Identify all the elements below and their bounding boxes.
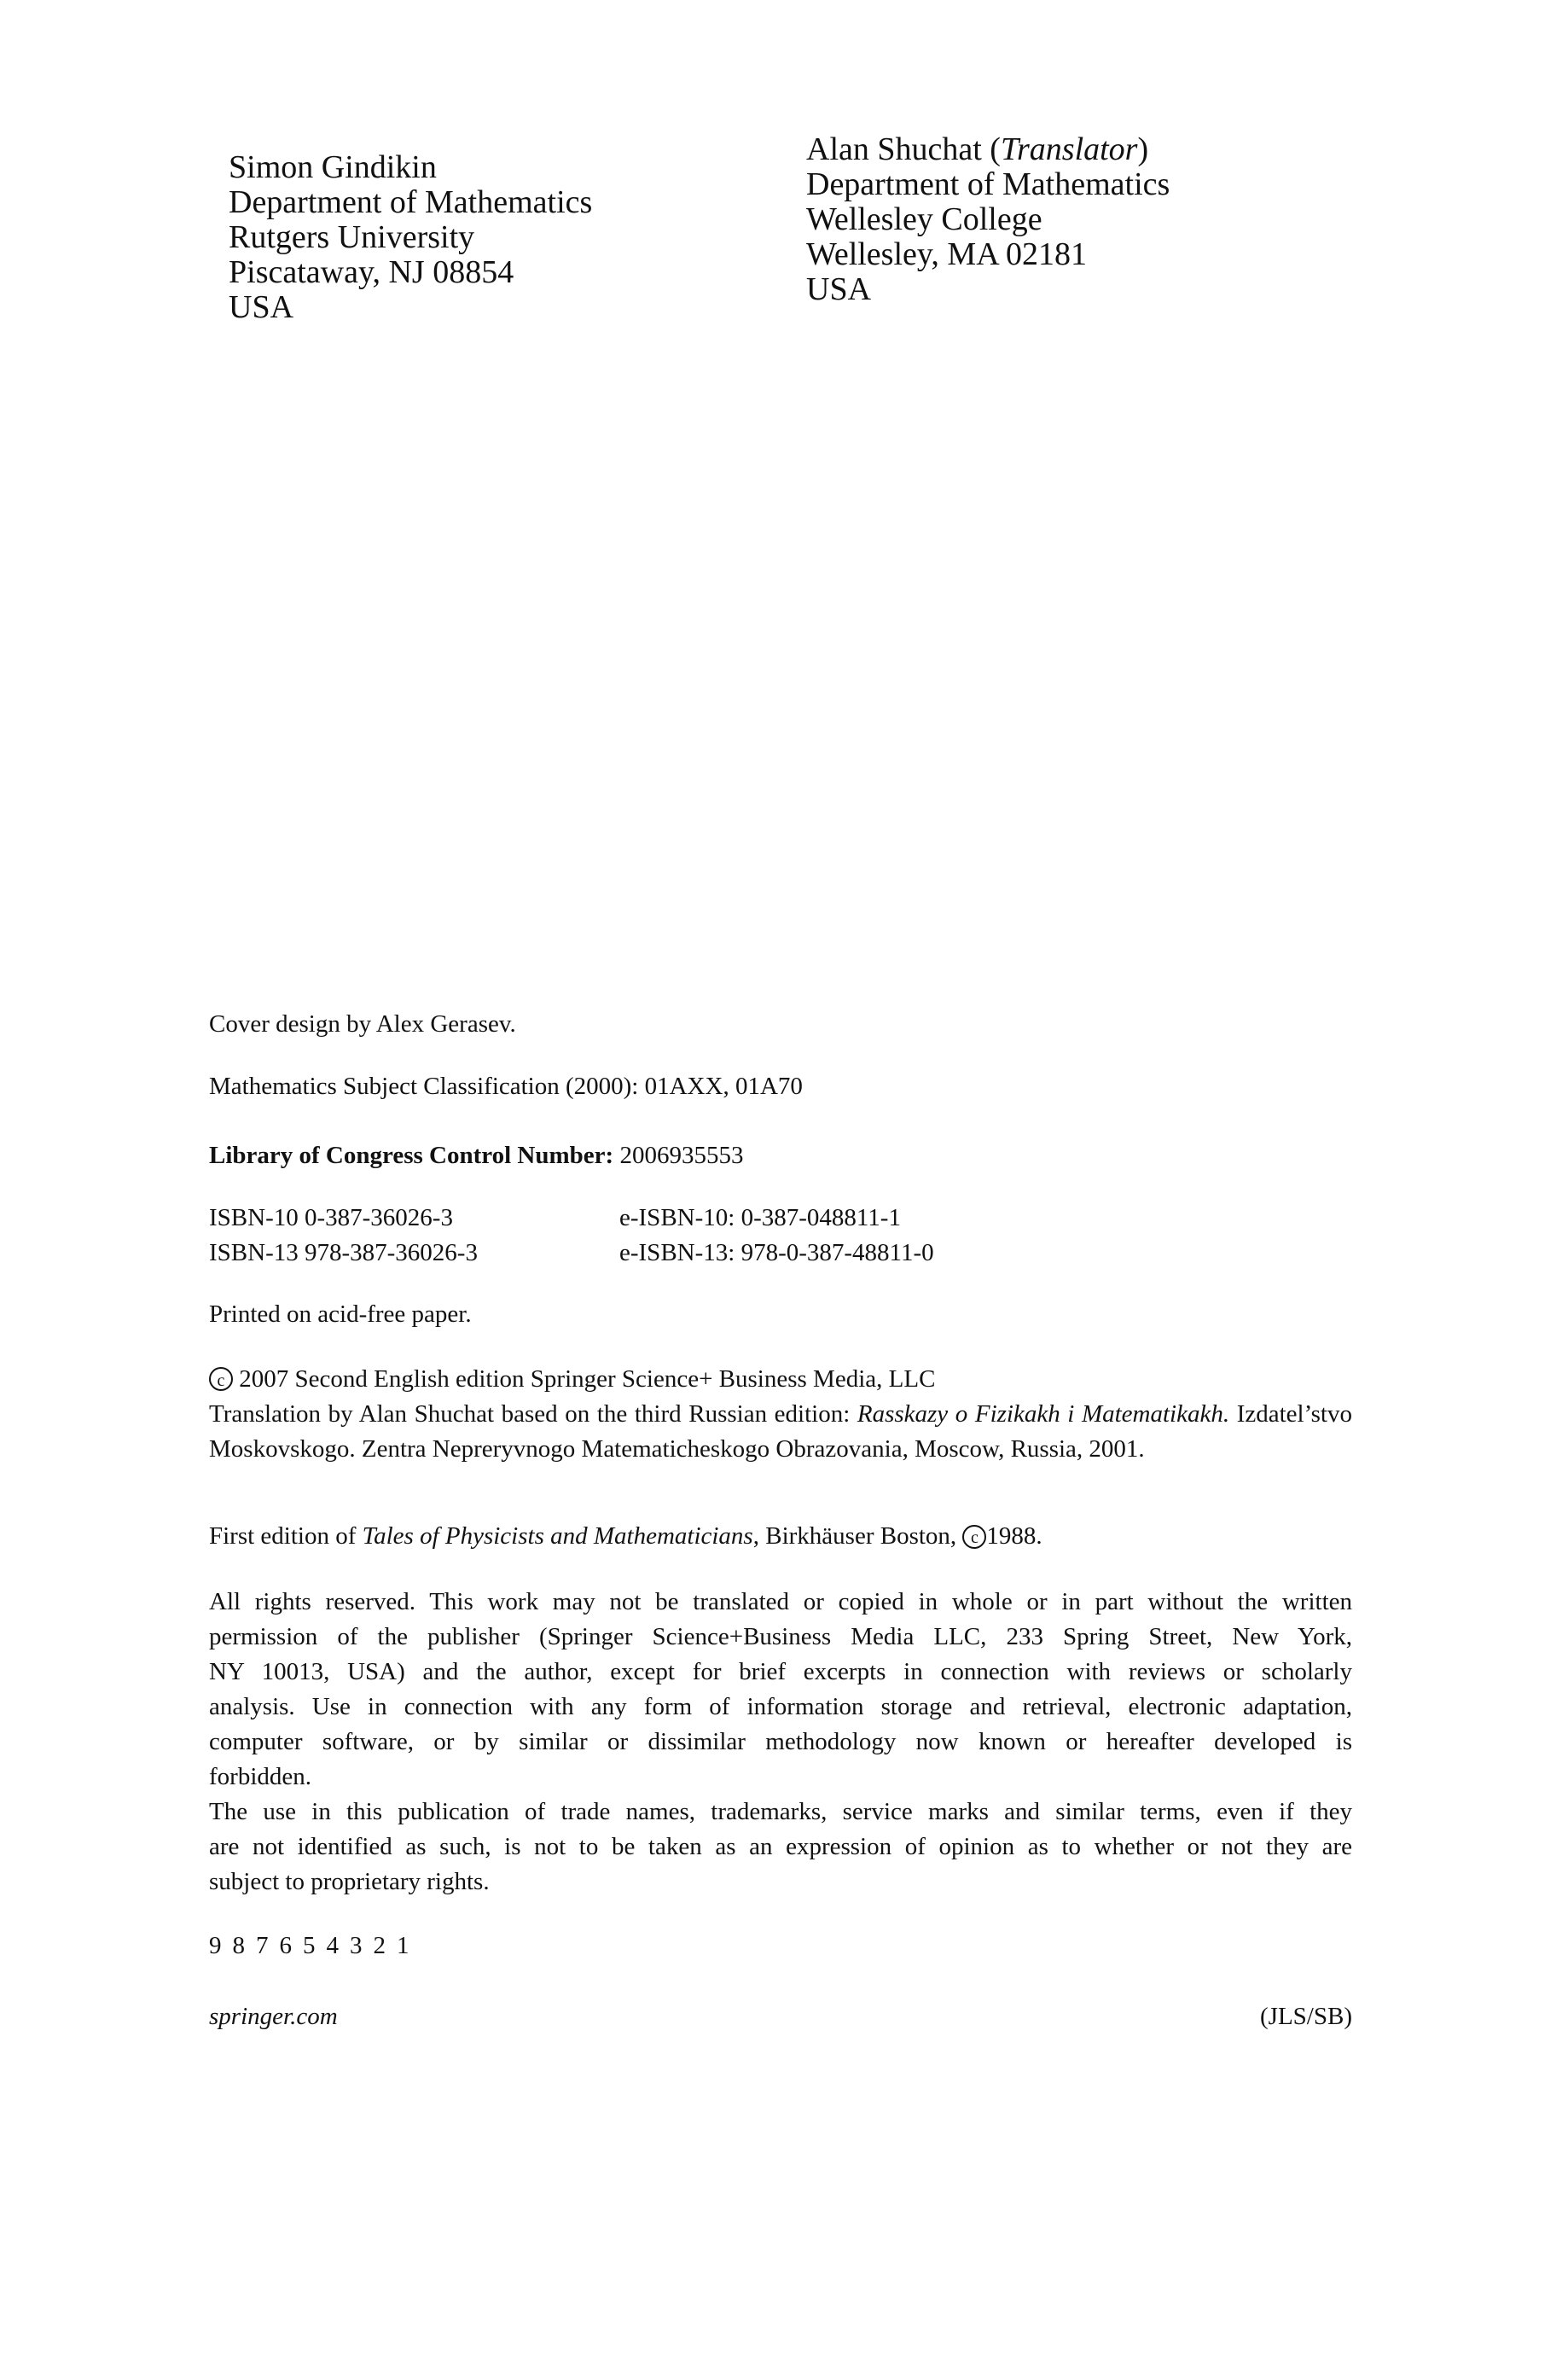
first-edition-publisher: , Birkhäuser Boston, xyxy=(752,1522,963,1550)
first-edition-year: 1988. xyxy=(986,1522,1042,1550)
rights-line: forbidden. xyxy=(209,1763,311,1790)
print-code: (JLS/SB) xyxy=(1260,2003,1352,2030)
print-digit: 9 xyxy=(209,1932,222,1959)
isbn-row-13 xyxy=(209,1236,1352,1271)
first-edition-note xyxy=(209,1519,1352,1554)
print-digit: 7 xyxy=(256,1932,269,1959)
translator-name: Alan Shuchat xyxy=(806,131,982,167)
eisbn-10: e-ISBN-10: 0-387-048811-1 xyxy=(619,1204,901,1231)
russian-title: Rasskazy o Fizikakh i Matematikakh. xyxy=(857,1400,1230,1428)
isbn-13: ISBN-13 978-387-36026-3 xyxy=(209,1239,478,1266)
rights-line: analysis. Use in connection with any form of information storage and retrieval, electronic adaptation, xyxy=(209,1693,1352,1720)
subject-classification: Mathematics Subject Classification (2000): 01AXX, 01A70 xyxy=(209,1073,803,1100)
rights-notice xyxy=(209,1585,1352,1900)
rights-line: are not identified as such, is not to be taken as an expression of opinion as to whether or not they are xyxy=(209,1833,1352,1860)
rights-line: All rights reserved. This work may not be translated or copied in whole or in part without the written xyxy=(209,1588,1352,1615)
isbn-row-10 xyxy=(209,1201,1352,1236)
print-digit: 8 xyxy=(232,1932,245,1959)
author-address xyxy=(229,150,592,325)
author-city: Piscataway, NJ 08854 xyxy=(229,254,514,290)
publisher-website: springer.com xyxy=(209,2003,338,2030)
copyright-line: 2007 Second English edition Springer Science+ Business Media, LLC xyxy=(239,1365,936,1393)
lccn-value: 2006935553 xyxy=(619,1142,744,1169)
rights-line: subject to proprietary rights. xyxy=(209,1868,490,1895)
printed-note: Printed on acid-free paper. xyxy=(209,1300,472,1328)
translator-institution: Wellesley College xyxy=(806,201,1042,237)
cover-design-credit: Cover design by Alex Gerasev. xyxy=(209,1010,516,1038)
isbn-10: ISBN-10 0-387-36026-3 xyxy=(209,1204,453,1231)
first-edition-title: Tales of Physicists and Mathematicians xyxy=(362,1522,753,1550)
first-edition-prefix: First edition of xyxy=(209,1522,363,1550)
copyright-symbol-icon: c xyxy=(209,1367,233,1391)
print-digit: 3 xyxy=(350,1932,363,1959)
rights-line: permission of the publisher (Springer Science+Business Media LLC, 233 Spring Street, New York, xyxy=(209,1623,1352,1650)
russian-publisher: Izdatel’stvo Moskovskogo. Zentra Nepreryvnogo Matematicheskogo Obrazovania, Moscow, Russia, 2001. xyxy=(209,1400,1352,1463)
copyright-notice xyxy=(209,1362,1352,1467)
print-digit: 1 xyxy=(397,1932,409,1959)
lccn-label: Library of Congress Control Number: xyxy=(209,1142,614,1169)
lccn xyxy=(209,1138,1352,1173)
print-digit: 4 xyxy=(326,1932,339,1959)
translator-role: Translator xyxy=(1000,131,1138,167)
translator-country: USA xyxy=(806,271,872,307)
rights-line: NY 10013, USA) and the author, except for brief excerpts in connection with reviews or scholarly xyxy=(209,1658,1352,1685)
translator-name-line: Alan Shuchat (Translator) xyxy=(806,131,1149,167)
print-digit: 2 xyxy=(373,1932,386,1959)
translator-city: Wellesley, MA 02181 xyxy=(806,236,1088,272)
rights-line: computer software, or by similar or dissimilar methodology now known or hereafter developed is xyxy=(209,1728,1352,1755)
author-country: USA xyxy=(229,289,294,325)
translation-prefix: Translation by Alan Shuchat based on the third Russian edition: xyxy=(209,1400,857,1428)
print-line xyxy=(209,1929,1352,1964)
translator-department: Department of Mathematics xyxy=(806,166,1170,202)
translator-address xyxy=(806,132,1170,307)
eisbn-13: e-ISBN-13: 978-0-387-48811-0 xyxy=(619,1239,934,1266)
author-department: Department of Mathematics xyxy=(229,184,593,220)
isbn-block xyxy=(209,1201,1352,1271)
copyright-symbol-icon: c xyxy=(962,1525,986,1549)
print-digit: 5 xyxy=(303,1932,316,1959)
print-digit: 6 xyxy=(279,1932,292,1959)
author-institution: Rutgers University xyxy=(229,219,475,255)
rights-line: The use in this publication of trade names, trademarks, service marks and similar terms, even if they xyxy=(209,1798,1352,1825)
author-name: Simon Gindikin xyxy=(229,149,437,185)
